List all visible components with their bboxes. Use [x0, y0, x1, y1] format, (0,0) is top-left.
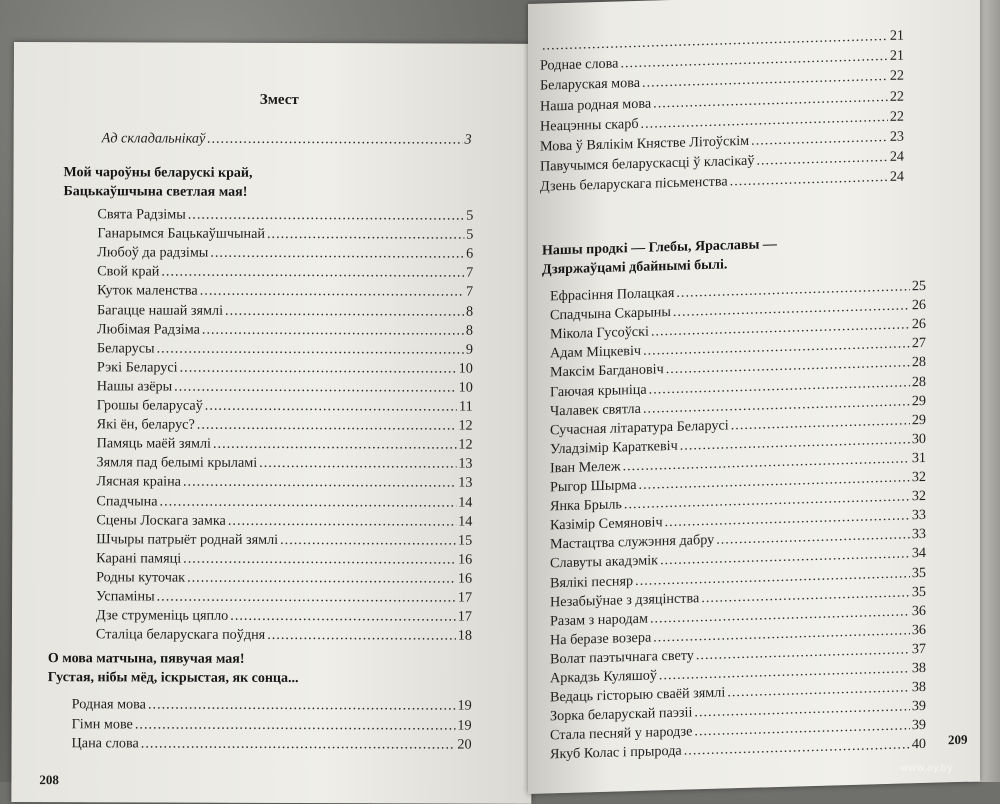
entry-title: Родны куточак	[96, 569, 187, 586]
entry-page: 39	[910, 717, 926, 734]
entry-page: 26	[910, 316, 926, 333]
entry-page: 39	[910, 698, 926, 715]
entry-title: Грошы беларусаў	[97, 397, 205, 414]
entry-title: Роднае слова	[540, 56, 620, 75]
dot-leader	[161, 264, 464, 282]
entry-page: 6	[464, 246, 473, 263]
dot-leader	[135, 716, 456, 734]
right-page	[528, 0, 980, 794]
entry-page: 11	[457, 399, 473, 416]
dot-leader	[183, 550, 456, 568]
dot-leader	[259, 455, 456, 473]
left-page	[11, 42, 534, 804]
entry-title: Памяць маёй зямлі	[97, 435, 213, 452]
entry-page: 25	[910, 278, 926, 295]
dot-leader	[202, 321, 464, 339]
entry-title: Карані памяці	[96, 550, 183, 567]
entry-title: Мастацтва служэння дабру	[550, 532, 716, 554]
watermark: www.ay.by	[900, 763, 953, 774]
dot-leader	[730, 169, 888, 190]
entry-page: 40	[910, 736, 926, 753]
entry-page: 14	[456, 513, 472, 530]
entry-page: 12	[456, 418, 472, 435]
entry-title: Разам з народам	[550, 610, 650, 630]
toc-entry	[97, 225, 473, 243]
entry-title: Ведаць гісторыю сваёй зямлі	[550, 685, 727, 707]
entry-title: Стала песняй у народзе	[550, 724, 694, 745]
dot-leader	[183, 474, 456, 492]
entry-page: 3	[463, 132, 472, 149]
dot-leader	[180, 359, 457, 377]
dot-leader	[756, 149, 887, 170]
entry-title: Беларуская мова	[540, 75, 642, 95]
entry-page: 33	[910, 526, 926, 543]
entry-page: 8	[464, 303, 473, 320]
entry-page: 36	[910, 603, 926, 620]
entry-title: Родная мова	[72, 696, 148, 713]
entry-page: 16	[456, 551, 472, 568]
toc-entry	[97, 264, 473, 282]
entry-title: Аркадзь Куляшоў	[550, 667, 659, 687]
entry-title: Сцены Лоскага замка	[96, 512, 228, 529]
entry-page: 36	[910, 622, 926, 639]
entry-page: 22	[888, 68, 904, 85]
entry-title: Любімая Радзіма	[97, 321, 202, 338]
toc-entry	[96, 531, 472, 549]
toc-entry	[97, 455, 473, 473]
toc-entry	[96, 626, 472, 644]
dot-leader	[210, 245, 464, 263]
entry-title: Неацэнны скарб	[540, 116, 641, 136]
dot-leader	[157, 340, 464, 358]
entry-page: 13	[456, 475, 472, 492]
dot-leader	[187, 569, 456, 587]
toc-entry	[96, 607, 472, 625]
dot-leader	[267, 627, 456, 645]
entry-title: Славуты акадэмік	[550, 553, 660, 573]
dot-leader	[751, 129, 888, 150]
dot-leader	[267, 226, 464, 244]
entry-page: 15	[456, 532, 472, 549]
entry-page: 17	[456, 609, 472, 626]
entry-page: 17	[456, 590, 472, 607]
entry-title: Уладзімір Караткевіч	[550, 438, 680, 459]
entry-page: 37	[910, 641, 926, 658]
entry-page: 19	[455, 717, 471, 734]
dot-leader	[157, 589, 456, 607]
dot-leader	[141, 735, 456, 753]
entry-page: 24	[888, 169, 904, 186]
entry-page: 33	[910, 507, 926, 524]
entry-page: 27	[910, 335, 926, 352]
entry-title: Шчыры патрыёт роднай зямлі	[96, 531, 280, 549]
entry-page: 14	[456, 494, 472, 511]
entry-title: Свой край	[97, 264, 161, 281]
toc-title: Змест	[260, 92, 299, 109]
dot-leader	[207, 131, 462, 149]
entry-title: Адам Міцкевіч	[550, 343, 643, 363]
toc-entry	[96, 550, 472, 568]
entry-title: Лясная краіна	[96, 474, 183, 491]
entry-title: Сучасная літаратура Беларусі	[550, 417, 731, 439]
entry-title: Спадчына Скарыны	[550, 304, 673, 324]
entry-page: 24	[888, 149, 904, 166]
dot-leader	[160, 493, 457, 511]
entry-title: Вялікі песняр	[550, 573, 635, 592]
toc-entry	[97, 378, 473, 396]
entry-title: Свята Радзімы	[97, 206, 187, 223]
entry-title: Якуб Колас і прырода	[550, 743, 684, 764]
dot-leader	[653, 89, 888, 113]
section-heading-1: Мой чароўны беларускі край, Бацькаўшчына светлая мая!	[63, 163, 252, 202]
entry-page: 10	[457, 379, 473, 396]
entry-page: 21	[888, 48, 904, 65]
entry-page: 38	[910, 660, 926, 677]
toc-entry	[97, 359, 473, 377]
dot-leader	[225, 302, 464, 320]
entry-page: 22	[888, 88, 904, 105]
toc-entry	[97, 302, 473, 320]
dot-leader	[188, 207, 465, 225]
dot-leader	[228, 512, 456, 530]
entry-title: Незабыўнае з дзяцінства	[550, 590, 701, 611]
entry-title: Чалавек святла	[550, 400, 643, 420]
entry-title: Дзе струменіць цяпло	[96, 607, 230, 624]
toc-entry	[96, 493, 472, 511]
entry-title: Мікола Гусоўскі	[550, 324, 651, 344]
entry-page: 32	[910, 469, 926, 486]
entry-page: 19	[455, 698, 471, 715]
entry-title: Беларусы	[97, 340, 157, 357]
toc-entry	[72, 716, 472, 734]
toc-entry	[97, 206, 473, 224]
entry-title: Ад складальнікаў	[102, 130, 208, 147]
entry-page: 16	[456, 570, 472, 587]
toc-entry	[97, 397, 473, 415]
entry-title: Зорка беларускай паэзіі	[550, 705, 694, 726]
entry-title: Іван Мележ	[550, 458, 623, 477]
toc-entry	[72, 696, 472, 714]
dot-leader	[197, 417, 457, 435]
entry-title: Волат паэтычнага свету	[550, 647, 696, 668]
entry-title: Максім Багдановіч	[550, 362, 666, 382]
dot-leader	[148, 696, 456, 714]
entry-title: Гаючая крыніца	[550, 381, 649, 401]
dot-leader	[727, 679, 910, 701]
entry-page: 5	[464, 227, 473, 244]
toc-entry	[97, 340, 473, 358]
entry-page: 18	[456, 628, 472, 645]
entry-title: Гімн мове	[72, 716, 135, 733]
entry-page: 22	[888, 108, 904, 125]
entry-page: 20	[455, 737, 471, 754]
entry-page: 31	[910, 450, 926, 467]
toc-entry	[97, 435, 473, 453]
entry-title: Рыгор Шырма	[550, 477, 639, 496]
entry-title: Куток маленства	[97, 283, 200, 300]
entry-page: 7	[464, 265, 473, 282]
entry-page: 34	[910, 545, 926, 562]
toc-entry	[96, 588, 472, 606]
dot-leader	[684, 737, 910, 760]
entry-page: 10	[457, 360, 473, 377]
toc-entry	[97, 244, 473, 262]
entry-page: 30	[910, 431, 926, 448]
toc-entry	[97, 321, 473, 339]
entry-page: 12	[456, 437, 472, 454]
entry-title: Які ён, беларус?	[97, 416, 197, 433]
entry-title: Наша родная мова	[540, 95, 653, 115]
section-heading-3: Нашы продкі — Глебы, Яраславы — Дзяржаўцамі дбайнымі былі.	[542, 235, 777, 280]
entry-title: Ганарымся Бацькаўшчынай	[97, 225, 267, 243]
entry-title: Казімір Семяновіч	[550, 514, 665, 534]
dot-leader	[280, 532, 456, 550]
page-number-right: 209	[948, 732, 968, 749]
toc-entry	[96, 569, 472, 587]
entry-title: Рэкі Беларусі	[97, 359, 180, 376]
entry-title: Багацце нашай зямлі	[97, 302, 225, 319]
entry-title: Ефрасіння Полацкая	[550, 285, 676, 306]
entry-title: Павучымся беларускасці ў класікаў	[540, 153, 756, 176]
entry-title: Янка Брыль	[550, 496, 624, 515]
entry-title: Спадчына	[96, 493, 159, 510]
entry-title: Любоў да радзімы	[97, 244, 210, 261]
entry-title: На беразе возера	[550, 629, 653, 649]
entry-page: 29	[910, 412, 926, 429]
entry-title: Цана слова	[72, 735, 141, 752]
entry-page: 35	[910, 583, 926, 600]
entry-page: 32	[910, 488, 926, 505]
toc-entry	[97, 416, 473, 434]
dot-leader	[205, 398, 457, 416]
entry-title: Мова ў Вялікім Княстве Літоўскім	[540, 133, 751, 156]
entry-page: 38	[910, 679, 926, 696]
entry-page: 13	[456, 456, 472, 473]
entry-page: 26	[910, 297, 926, 314]
entry-title: Успаміны	[96, 588, 157, 605]
dot-leader	[213, 436, 456, 454]
dot-leader	[731, 412, 910, 434]
entry-page: 8	[464, 322, 473, 339]
dot-leader	[200, 283, 464, 301]
toc-entry	[96, 512, 472, 530]
toc-entry-intro	[102, 130, 472, 148]
entry-page: 28	[910, 373, 926, 390]
entry-page: 9	[464, 341, 473, 358]
entry-title: Дзень беларускага пісьменства	[540, 174, 730, 196]
entry-page: 35	[910, 564, 926, 581]
entry-page: 7	[464, 284, 473, 301]
entry-title: Нашы азёры	[97, 378, 174, 395]
entry-page: 29	[910, 392, 926, 409]
dot-leader	[230, 608, 456, 626]
entry-page: 23	[888, 128, 904, 145]
entry-page: 5	[464, 208, 473, 225]
entry-page: 21	[888, 27, 904, 44]
toc-entry	[72, 735, 472, 753]
page-number-left: 208	[39, 772, 59, 788]
toc-entry	[97, 283, 473, 301]
entry-title: Зямля пад белымі крыламі	[97, 455, 260, 473]
entry-page: 28	[910, 354, 926, 371]
entry-title: Сталіца беларускага поўдня	[96, 626, 267, 644]
dot-leader	[174, 378, 456, 396]
section-heading-2: О мова матчына, пявучая мая! Густая, нібы мёд, іскрыстая, як сонца...	[48, 649, 299, 688]
toc-entry	[96, 474, 472, 492]
